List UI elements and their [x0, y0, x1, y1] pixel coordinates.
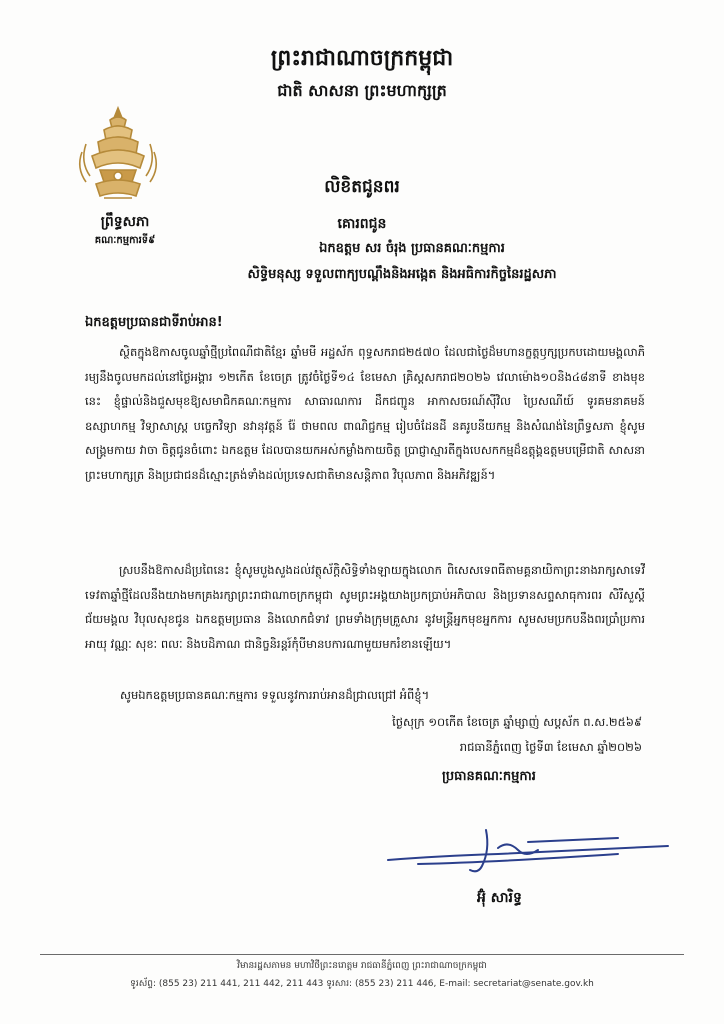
recipient-line-2: សិទ្ធិមនុស្ស ទទួលពាក្យបណ្តឹងនិងអង្កេត និងអធិការកិច្ចនៃរដ្ឋសភា	[247, 267, 557, 282]
national-motto: ជាតិ សាសនា ព្រះមហាក្សត្រ	[277, 81, 447, 100]
handwritten-signature	[378, 820, 678, 880]
closing-line: សូមឯកឧត្តមប្រធានគណៈកម្មការ ទទួលនូវការរាប់អានដ៏ជ្រាលជ្រៅ អំពីខ្ញុំ។	[120, 688, 430, 702]
lunar-date: ថ្ងៃសុក្រ ១០កើត ខែចេត្រ ឆ្នាំម្សាញ់ សប្តស័ក ព.ស.២៥៦៩	[392, 715, 642, 729]
kingdom-heading: ព្រះរាជាណាចក្រកម្ពុជា	[270, 45, 454, 71]
footer-divider	[40, 954, 684, 955]
document-type: លិខិតជូនពរ	[324, 177, 400, 197]
footer-address: វិមានរដ្ឋសភាមន មហាវិថីព្រះនរោត្តម រាជធានីភ្នំពេញ ព្រះរាជាណាចក្រកម្ពុជា	[237, 961, 487, 971]
recipient-line-1: ឯកឧត្តម សរ ចំរុង ប្រធានគណៈកម្មការ	[319, 241, 505, 256]
footer-contact: ទូរស័ព្ទ: (855 23) 211 441, 211 442, 211 443 ទូរសារ: (855 23) 211 446, E-mail: secretariat@senate.gov.kh	[130, 979, 594, 989]
body-paragraph-2: ស្របនឹងឱកាសដ៏ប្រពៃនេះ ខ្ញុំសូមបួងសួងដល់វត្ថុស័ក្តិសិទ្ធិទាំងឡាយក្នុងលោក ពិសេសទេពធីតាមគ្គនាយិកាព្រះនាងរាក្សសាទេវី ទេវតាឆ្នាំថ្មីដែលនឹងយាងមកគ្រងរក្សាព្រះរាជាណាចក្រកម្ពុជា សូមព្រះអង្គយាងប្រកប្រាប់អភិបាល និងប្រទានសព្ទសាធុការពរ សិរីសួស្តី ជ័យមង្គល វិបុលសុខជូន ឯកឧត្តមប្រធាន និងលោកជំទាវ ព្រមទាំងក្រុមគ្រួសារ នូវមន្ត្រីអ្នកមុខអ្នកការ សូមសមប្រកបនឹងពរប្រាំប្រការ អាយុ វណ្ណៈ សុខៈ ពលៈ និងបដិភាណ ជានិច្ចនិរន្តរ៍កុំបីមានបការណាមួយមករំខានឡើយ។	[85, 563, 645, 651]
signer-title: ប្រធានគណៈកម្មការ	[442, 769, 536, 784]
solar-date: រាជធានីភ្នំពេញ ថ្ងៃទី៣ ខែមេសា ឆ្នាំ២០២៦	[459, 740, 642, 754]
signer-name: អ៊ុំ សារិទ្ធ	[477, 890, 522, 906]
senate-name: ព្រឹទ្ធសភា	[100, 214, 150, 230]
salutation: ឯកឧត្តមប្រធានជាទីរាប់អាន!	[85, 315, 223, 330]
body-paragraph-1: ស្ថិតក្នុងឱកាសចូលឆ្នាំថ្មីប្រពៃណីជាតិខ្មែរ ឆ្នាំមមី អដ្ឋស័ក ពុទ្ធសករាជ២៥៧០ ដែលជាថ្ងៃដ៏មហានក្ខត្តឫក្សប្រកបដោយមង្គលាភិរម្យនឹងចូលមកដល់នៅថ្ងៃអង្គារ ១២កើត ខែចេត្រ ត្រូវចំថ្ងៃទី១៤ ខែមេសា គ្រិស្តសករាជ២០២៦ វេលាម៉ោង១០និង៤៨នាទី ខាងមុខនេះ ខ្ញុំផ្ទាល់និងជួសមុខឱ្យសមាជិកគណៈកម្មការ សាធារណការ ដឹកជញ្ជូន អាកាសចរណ៍ស៊ីវិល ប្រៃសណីយ៍ ទូរគមនាគមន៍ ឧស្សាហកម្ម វិទ្យាសាស្ត្រ បច្ចេកវិទ្យា នវានុវត្តន៍ រ៉ែ ថាមពល ពាណិជ្ជកម្ម រៀបចំដែនដី នគរូបនីយកម្ម និងសំណង់នៃព្រឹទ្ធសភា ខ្ញុំសូមសង្គ្រមកាយ វាចា ចិត្តជូនចំពោះ ឯកឧត្តម ដែលបានយកអស់កម្លាំងកាយចិត្ត ប្រាជ្ញាស្មារតីក្នុងបេសកកម្មដ៏ឧត្តុង្គឧត្តមបម្រើជាតិ សាសនា ព្រះមហាក្សត្រ និងប្រជាជនដ៏ស្មោះត្រង់ទាំងដល់ប្រទេសជាតិមានសន្តិភាព វិបុលភាព និងអភិវឌ្ឍន៍។	[85, 345, 645, 482]
committee-name: គណៈកម្មការទី៩	[94, 235, 156, 246]
addressee-prefix: គោរពជូន	[337, 216, 387, 232]
